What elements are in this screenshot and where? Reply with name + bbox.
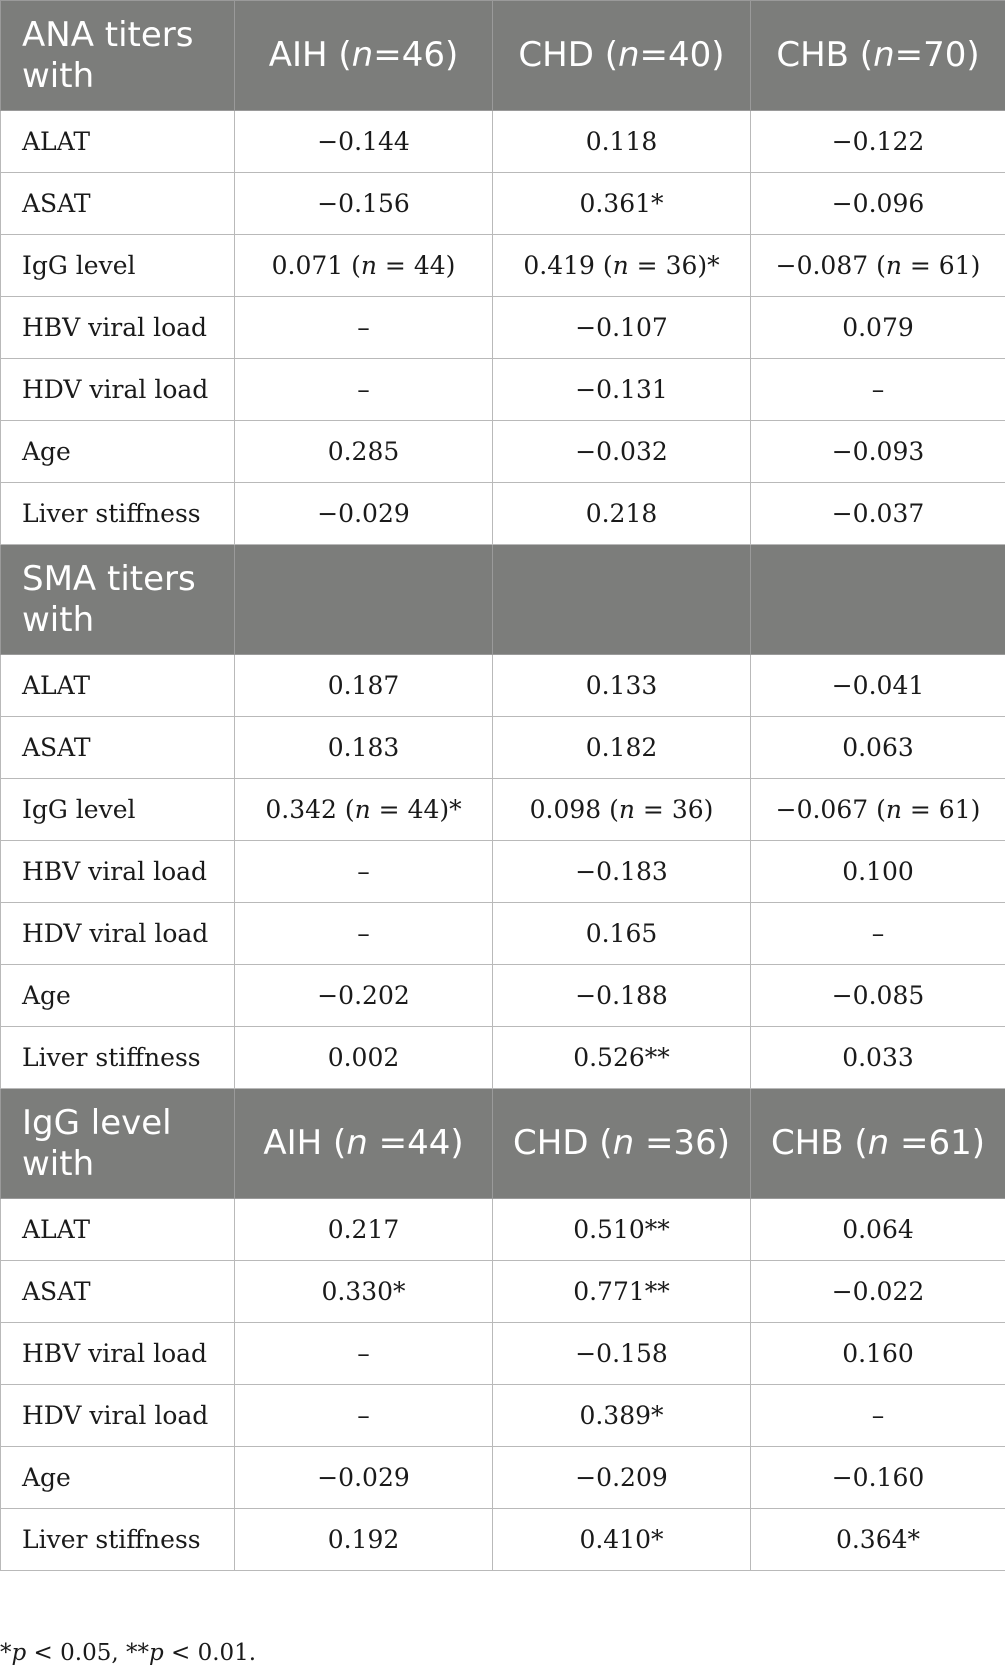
table-row [1,421,1005,483]
correlation-value: 0.419 (n = 36)* [493,235,751,297]
table-row [1,1447,1005,1509]
correlation-value: 0.771** [493,1261,751,1323]
row-label: ASAT [1,173,235,235]
correlation-value: – [235,903,493,965]
correlation-value: 0.118 [493,111,751,173]
correlation-value: 0.285 [235,421,493,483]
table-row [1,903,1005,965]
correlation-value: 0.364* [751,1509,1005,1571]
table-row [1,173,1005,235]
correlation-value: 0.217 [235,1199,493,1261]
correlation-value: −0.037 [751,483,1005,545]
correlation-value: 0.192 [235,1509,493,1571]
correlation-value: 0.002 [235,1027,493,1089]
row-label: ALAT [1,111,235,173]
group-column-header: AIH (n =44) [235,1089,493,1199]
row-label: ALAT [1,655,235,717]
correlation-value: 0.342 (n = 44)* [235,779,493,841]
correlation-value: 0.187 [235,655,493,717]
table-row [1,235,1005,297]
correlation-value: −0.156 [235,173,493,235]
table-row [1,359,1005,421]
row-label: Liver stiffness [1,1509,235,1571]
section-title: SMA titers with [1,545,235,655]
table-row [1,717,1005,779]
table-row [1,483,1005,545]
correlation-value: – [235,1385,493,1447]
row-label: HDV viral load [1,1385,235,1447]
group-column-header: CHB (n =61) [751,1089,1005,1199]
correlation-value: 0.064 [751,1199,1005,1261]
correlation-value: −0.093 [751,421,1005,483]
significance-footnote: *p < 0.05, **p < 0.01. [0,1640,257,1666]
table-row [1,1323,1005,1385]
table-row [1,1261,1005,1323]
correlation-value: −0.160 [751,1447,1005,1509]
correlation-value: −0.032 [493,421,751,483]
table-row [1,779,1005,841]
group-column-header: CHD (n=40) [493,1,751,111]
correlation-value: – [235,359,493,421]
section-header-row [1,1089,1005,1199]
correlation-value: −0.188 [493,965,751,1027]
correlation-value: 0.510** [493,1199,751,1261]
correlation-value: – [235,297,493,359]
row-label: ALAT [1,1199,235,1261]
table-row [1,1385,1005,1447]
correlation-value: −0.183 [493,841,751,903]
row-label: HBV viral load [1,1323,235,1385]
group-column-header [751,545,1005,655]
row-label: Age [1,965,235,1027]
row-label: HBV viral load [1,297,235,359]
table-row [1,297,1005,359]
correlation-value: −0.122 [751,111,1005,173]
correlation-value: 0.071 (n = 44) [235,235,493,297]
row-label: HDV viral load [1,359,235,421]
correlation-value: 0.033 [751,1027,1005,1089]
table-row [1,1199,1005,1261]
correlation-value: −0.144 [235,111,493,173]
correlation-value: −0.029 [235,1447,493,1509]
row-label: ASAT [1,717,235,779]
correlation-value: 0.361* [493,173,751,235]
correlation-value: −0.107 [493,297,751,359]
group-column-header: CHB (n=70) [751,1,1005,111]
table-row [1,1509,1005,1571]
correlation-value: 0.063 [751,717,1005,779]
row-label: HBV viral load [1,841,235,903]
correlation-value: 0.410* [493,1509,751,1571]
section-title: IgG level with [1,1089,235,1199]
correlation-value: −0.067 (n = 61) [751,779,1005,841]
table-row [1,111,1005,173]
correlation-value: −0.096 [751,173,1005,235]
correlation-value: −0.087 (n = 61) [751,235,1005,297]
section-header-row [1,1,1005,111]
correlation-value: −0.022 [751,1261,1005,1323]
correlation-value: – [751,903,1005,965]
table-row [1,841,1005,903]
correlation-value: – [751,359,1005,421]
correlation-value: 0.079 [751,297,1005,359]
correlation-value: −0.209 [493,1447,751,1509]
section-header-row [1,545,1005,655]
correlation-value: – [235,841,493,903]
correlation-value: 0.100 [751,841,1005,903]
correlation-table-body [1,1,1005,1571]
row-label: ASAT [1,1261,235,1323]
table-row [1,1027,1005,1089]
row-label: IgG level [1,779,235,841]
correlation-value: 0.098 (n = 36) [493,779,751,841]
row-label: HDV viral load [1,903,235,965]
section-title: ANA titers with [1,1,235,111]
correlation-value: −0.085 [751,965,1005,1027]
correlation-value: −0.041 [751,655,1005,717]
correlation-value: −0.029 [235,483,493,545]
correlation-value: 0.182 [493,717,751,779]
row-label: Liver stiffness [1,1027,235,1089]
group-column-header: AIH (n=46) [235,1,493,111]
row-label: Age [1,421,235,483]
table-row [1,965,1005,1027]
correlation-value: −0.202 [235,965,493,1027]
correlation-value: – [751,1385,1005,1447]
row-label: Age [1,1447,235,1509]
correlation-value: 0.183 [235,717,493,779]
correlation-value: 0.218 [493,483,751,545]
table-row [1,655,1005,717]
correlation-value: 0.133 [493,655,751,717]
group-column-header [235,545,493,655]
correlation-value: 0.165 [493,903,751,965]
correlation-value: −0.158 [493,1323,751,1385]
row-label: IgG level [1,235,235,297]
group-column-header [493,545,751,655]
correlation-value: 0.160 [751,1323,1005,1385]
correlation-value: – [235,1323,493,1385]
correlation-value: 0.330* [235,1261,493,1323]
correlation-value: −0.131 [493,359,751,421]
group-column-header: CHD (n =36) [493,1089,751,1199]
correlation-value: 0.389* [493,1385,751,1447]
row-label: Liver stiffness [1,483,235,545]
correlation-value: 0.526** [493,1027,751,1089]
